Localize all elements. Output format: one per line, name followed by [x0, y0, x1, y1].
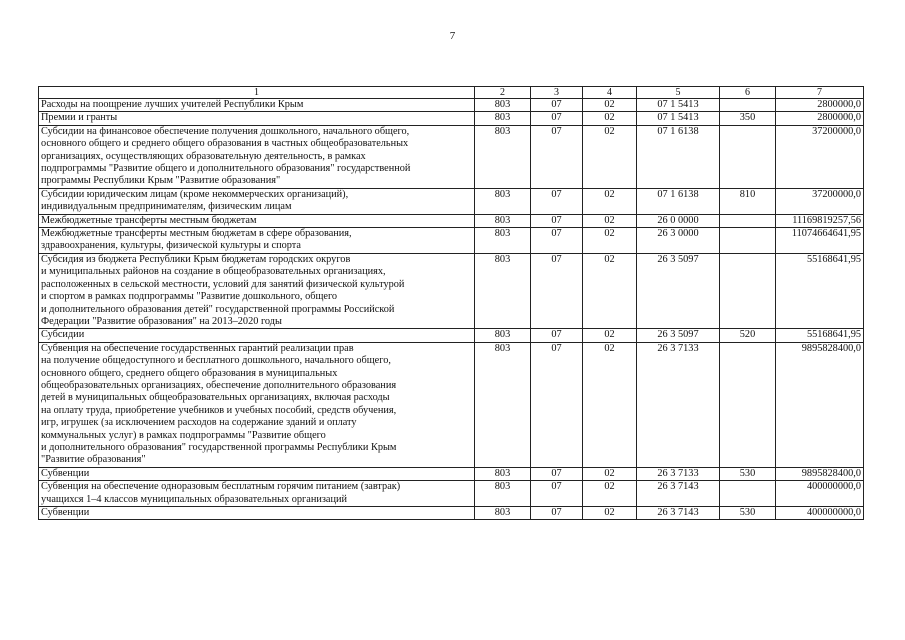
- row-target-article: 26 3 7133: [637, 342, 720, 467]
- row-name-cell: Межбюджетные трансферты местным бюджетам: [39, 214, 475, 227]
- row-amount: 55168641,95: [776, 253, 864, 328]
- header-col-6: 6: [720, 87, 776, 99]
- row-subsection-code: 02: [583, 253, 637, 328]
- row-name-cell: Субвенция на обеспечение одноразовым бесплатным горячим питанием (завтрак) учащихся 1–4 классов муниципальных образовательных организаций: [39, 481, 475, 507]
- row-ministry-code: 803: [475, 253, 531, 328]
- row-subsection-code: 02: [583, 188, 637, 214]
- row-section-code: 07: [531, 481, 583, 507]
- row-subsection-code: 02: [583, 99, 637, 112]
- table-row: [39, 467, 864, 480]
- row-target-article: 26 3 7143: [637, 507, 720, 520]
- header-col-7: 7: [776, 87, 864, 99]
- row-section-code: 07: [531, 99, 583, 112]
- row-section-code: 07: [531, 214, 583, 227]
- row-expense-type: 520: [720, 329, 776, 342]
- row-name-cell: Субвенции: [39, 467, 475, 480]
- row-subsection-code: 02: [583, 481, 637, 507]
- table-row: [39, 214, 864, 227]
- table-row: [39, 125, 864, 188]
- row-name-cell: Субвенция на обеспечение государственных гарантий реализации прав на получение общедоступного и бесплатного дошкольного, начального общего, основного общего, среднего общего образования в муниципальных общеобразовательных организациях, обеспечение дополнительного образования детей в муниципальных общеобразовательных организациях, включая расходы на оплату труда, приобретение учебников и учебных пособий, средств обучения, игр, игрушек (за исключением расходов на содержание зданий и оплату коммунальных услуг) в рамках подпрограммы "Развитие общего и дополнительного образования" государственной программы Республики Крым "Развитие образования": [39, 342, 475, 467]
- row-target-article: 26 3 7133: [637, 467, 720, 480]
- row-ministry-code: 803: [475, 99, 531, 112]
- row-name-cell: Межбюджетные трансферты местным бюджетам в сфере образования, здравоохранения, культуры, физической культуры и спорта: [39, 228, 475, 254]
- row-target-article: 07 1 6138: [637, 125, 720, 188]
- row-name-cell: Субсидия из бюджета Республики Крым бюджетам городских округов и муниципальных районов на создание в общеобразовательных организациях, расположенных в сельской местности, условий для занятий физической культурой и спортом в рамках подпрограммы "Развитие дошкольного, общего и дополнительного образования детей" государственной программы Российской Федерации "Развитие образования" на 2013–2020 годы: [39, 253, 475, 328]
- row-subsection-code: 02: [583, 228, 637, 254]
- table-row: [39, 329, 864, 342]
- row-ministry-code: 803: [475, 125, 531, 188]
- table-row: [39, 112, 864, 125]
- row-subsection-code: 02: [583, 467, 637, 480]
- row-name-cell: Субвенции: [39, 507, 475, 520]
- row-expense-type: 530: [720, 507, 776, 520]
- row-target-article: 26 3 5097: [637, 253, 720, 328]
- table-row: [39, 228, 864, 254]
- row-expense-type: [720, 125, 776, 188]
- table-row: [39, 253, 864, 328]
- header-col-3: 3: [531, 87, 583, 99]
- row-amount: 400000000,0: [776, 507, 864, 520]
- table-row: [39, 507, 864, 520]
- row-section-code: 07: [531, 188, 583, 214]
- row-section-code: 07: [531, 112, 583, 125]
- row-ministry-code: 803: [475, 467, 531, 480]
- row-amount: 55168641,95: [776, 329, 864, 342]
- row-section-code: 07: [531, 467, 583, 480]
- row-amount: 2800000,0: [776, 99, 864, 112]
- row-subsection-code: 02: [583, 507, 637, 520]
- row-ministry-code: 803: [475, 481, 531, 507]
- row-subsection-code: 02: [583, 329, 637, 342]
- row-section-code: 07: [531, 253, 583, 328]
- row-expense-type: 530: [720, 467, 776, 480]
- header-row: [39, 87, 864, 99]
- row-name-cell: Субсидии: [39, 329, 475, 342]
- row-expense-type: 810: [720, 188, 776, 214]
- row-name-cell: Расходы на поощрение лучших учителей Республики Крым: [39, 99, 475, 112]
- row-ministry-code: 803: [475, 507, 531, 520]
- row-ministry-code: 803: [475, 329, 531, 342]
- header-col-1: 1: [39, 87, 475, 99]
- row-expense-type: [720, 214, 776, 227]
- row-section-code: 07: [531, 125, 583, 188]
- row-subsection-code: 02: [583, 125, 637, 188]
- row-target-article: 26 3 7143: [637, 481, 720, 507]
- page-number: 7: [449, 30, 456, 42]
- row-target-article: 07 1 5413: [637, 99, 720, 112]
- row-section-code: 07: [531, 507, 583, 520]
- row-amount: 11169819257,56: [776, 214, 864, 227]
- row-target-article: 26 3 0000: [637, 228, 720, 254]
- row-ministry-code: 803: [475, 214, 531, 227]
- row-target-article: 26 3 5097: [637, 329, 720, 342]
- header-col-4: 4: [583, 87, 637, 99]
- row-amount: 2800000,0: [776, 112, 864, 125]
- row-expense-type: [720, 228, 776, 254]
- row-expense-type: [720, 481, 776, 507]
- row-expense-type: [720, 342, 776, 467]
- table-body: [39, 99, 864, 520]
- row-section-code: 07: [531, 342, 583, 467]
- row-target-article: 07 1 6138: [637, 188, 720, 214]
- table-row: [39, 99, 864, 112]
- row-section-code: 07: [531, 228, 583, 254]
- row-amount: 11074664641,95: [776, 228, 864, 254]
- row-name-cell: Субсидии юридическим лицам (кроме некоммерческих организаций), индивидуальным предпринимателям, физическим лицам: [39, 188, 475, 214]
- row-section-code: 07: [531, 329, 583, 342]
- row-ministry-code: 803: [475, 188, 531, 214]
- row-amount: 400000000,0: [776, 481, 864, 507]
- table-row: [39, 481, 864, 507]
- row-ministry-code: 803: [475, 228, 531, 254]
- row-expense-type: [720, 253, 776, 328]
- table-row: [39, 188, 864, 214]
- row-amount: 37200000,0: [776, 125, 864, 188]
- row-subsection-code: 02: [583, 214, 637, 227]
- row-subsection-code: 02: [583, 112, 637, 125]
- table-header: [39, 87, 864, 99]
- budget-table: [38, 86, 864, 520]
- row-ministry-code: 803: [475, 112, 531, 125]
- row-amount: 37200000,0: [776, 188, 864, 214]
- row-expense-type: [720, 99, 776, 112]
- table-row: [39, 342, 864, 467]
- row-target-article: 26 0 0000: [637, 214, 720, 227]
- row-ministry-code: 803: [475, 342, 531, 467]
- row-name-cell: Премии и гранты: [39, 112, 475, 125]
- row-amount: 9895828400,0: [776, 467, 864, 480]
- row-expense-type: 350: [720, 112, 776, 125]
- row-amount: 9895828400,0: [776, 342, 864, 467]
- row-target-article: 07 1 5413: [637, 112, 720, 125]
- row-name-cell: Субсидии на финансовое обеспечение получения дошкольного, начального общего, основного общего и среднего общего образования в частных общеобразовательных организациях, осуществляющих образовательную деятельность, в рамках подпрограммы "Развитие общего и дополнительного образования" государственной программы Республики Крым "Развитие образования": [39, 125, 475, 188]
- header-col-2: 2: [475, 87, 531, 99]
- row-subsection-code: 02: [583, 342, 637, 467]
- header-col-5: 5: [637, 87, 720, 99]
